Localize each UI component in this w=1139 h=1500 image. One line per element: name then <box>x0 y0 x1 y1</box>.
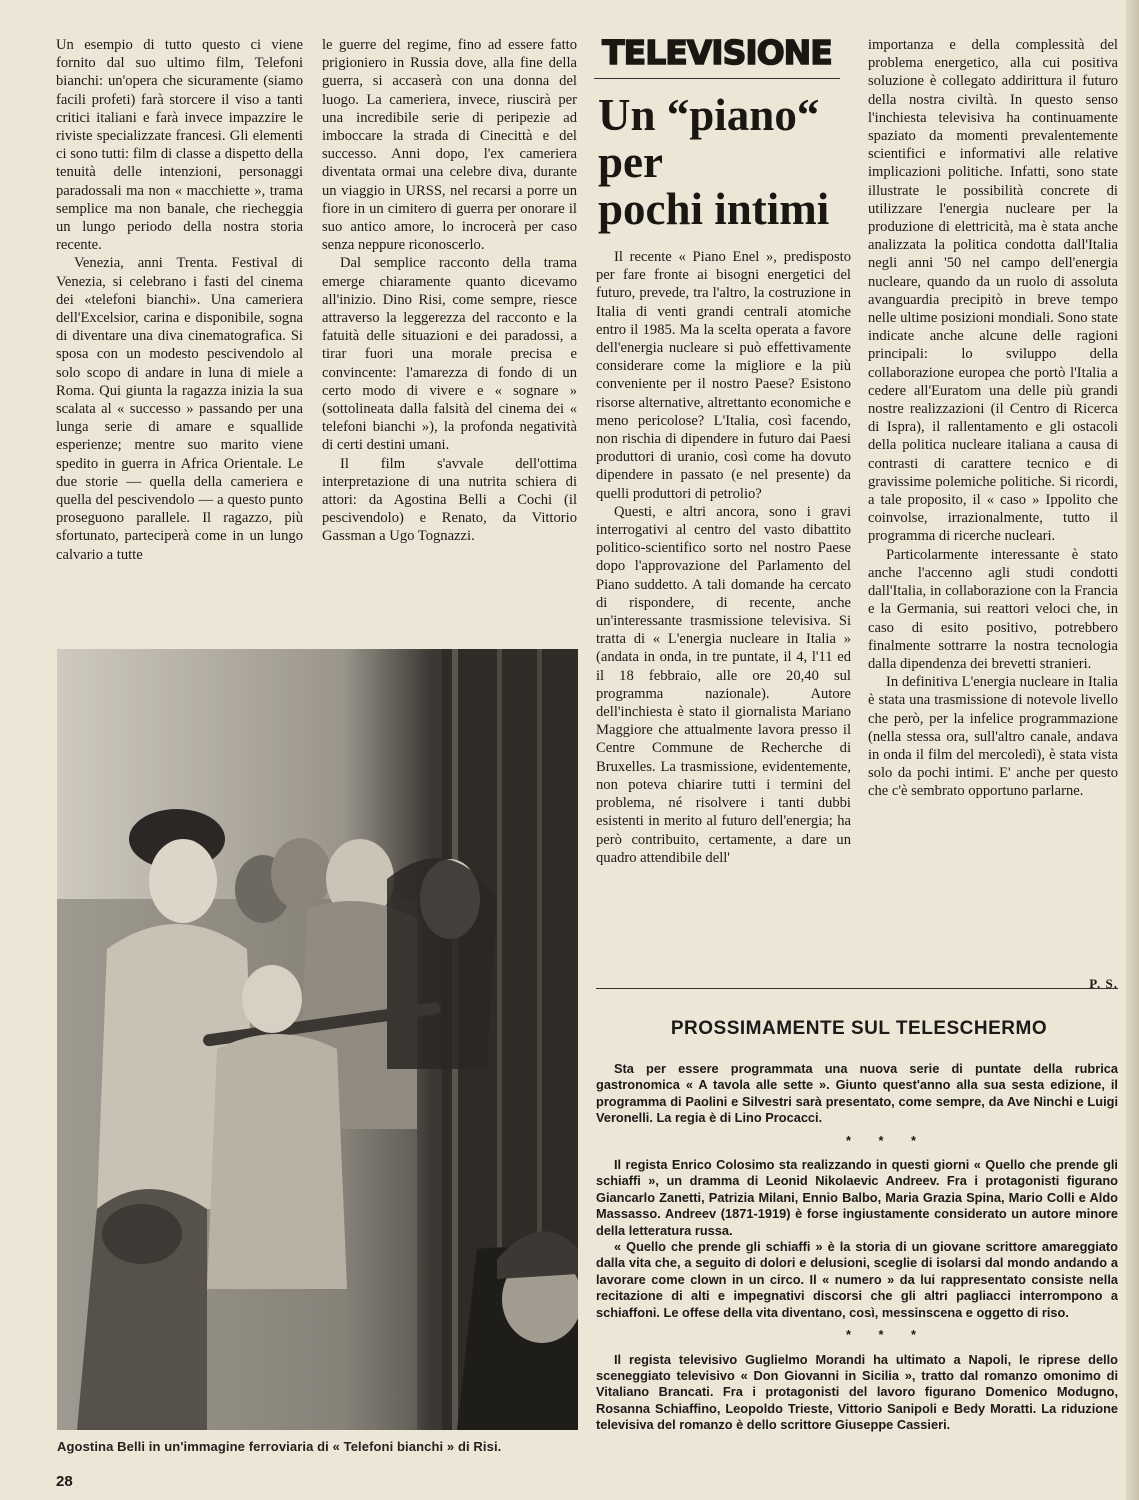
paragraph: importanza e della complessità del problema energetico, alla cui positiva soluzione è collegato addirittura il futuro della nostra civiltà. In questo senso l'inchiesta televisiva ha continuamente spaziato da momenti prevalentemente scientifici e informativi alle relative implicazioni politiche. Infatti, sono state illustrate le possibilità concrete di utilizzare l'energia nucleare per la produzione di elettricità, ma è stata anche analizzata la politica condotta dall'Italia negli anni '50 nel campo dell'energia nucleare, quando da un ruolo di assoluta avanguardia precipitò in breve tempo nelle ultime posizioni mondiali. Sono state indicate anche alcune delle ragioni principali: lo sviluppo della collaborazione europea che portò l'Italia a cedere all'Euratom una delle più grandi nostre realizzazioni (il Centro di Ricerca di Ispra), il rallentamento e gli ostacoli della politica nucleare italiana a causa di contrasti di carattere tecnico e di gravissime polemiche politiche. Si ricordi, a tale proposito, il « caso » Ippolito che coinvolse, irrazionalmente, tutto il programma di ricerche nucleari. <box>868 37 1118 545</box>
box-paragraph: « Quello che prende gli schiaffi » è la storia di un giovane scrittore amareggiato dalla vita che, a seguito di dolori e delusioni, sceglie di isolarsi dal mondo andando a lavorare come clown in un circo. Il « numero » da lui rappresentato consiste nella recitazione di alti e impegnativi discorsi che gli altri pagliacci interrompono a schiaffoni. Le offese della vita diventano, così, messinscena e oggetto di riso. <box>596 1239 1118 1320</box>
paragraph: Venezia, anni Trenta. Festival di Venezia, si celebrano i fasti del cinema dei «telefoni bianchi». Una cameriera dell'Excelsior, carina e disponibile, sogna di diventare una diva cinematografica. Si sposa con un modesto pescivendolo al solo scopo di andare in luna di miele a Roma. Qui giunta la ragazza inizia la sua scalata al « successo » passando per una lunga serie di amare e squallide esperienze; mentre suo marito viene spedito in guerra in Africa Orientale. Le due storie — quella della cameriera e quella del pescivendolo — a questo punto proseguono parallele. Il ragazzo, più sfortunato, parteciperà come in un lungo calvario a tutte <box>56 255 303 563</box>
paragraph: Questi, e altri ancora, sono i gravi interrogativi al centro del vasto dibattito politico-scientifico sorto nel nostro Paese dopo l'approvazione del Parlamento del Piano suddetto. A tali domande ha cercato di rispondere, di recente, anche un'interessante trasmissione televisiva. Si tratta di « L'energia nucleare in Italia » (andata in onda, in tre puntate, il 4, l'11 ed il 18 febbraio, alle ore 20,40 sul programma nazionale). Autore dell'inchiesta è stato il giornalista Mariano Maggiore che attualmente lavora presso il Centre Commune de Recherche di Bruxelles. La trasmissione, evidentemente, non poteva chiarire tutti i termini del problema, né risolvere i tanti dubbi esistenti in merito al futuro dell'energia; ha però contribuito, certamente, a dare un quadro attendibile dell' <box>596 503 851 866</box>
headline-line: per <box>598 137 663 187</box>
headline-line: Un “piano“ <box>598 90 820 140</box>
article-column-4 <box>868 36 1118 801</box>
box-paragraph: Sta per essere programmata una nuova serie di puntate della rubrica gastronomica « A tavola alle sette ». Giunto quest'anno alla sua sesta edizione, il programma di Paolini e Silvestri sarà presentato, come sempre, da Ave Ninchi e Luigi Veronelli. La regia è di Lino Procacci. <box>596 1061 1118 1126</box>
box-title: PROSSIMAMENTE SUL TELESCHERMO <box>670 1018 1048 1039</box>
headline-line: pochi intimi <box>598 184 830 234</box>
paragraph: Il recente « Piano Enel », predisposto per fare fronte ai bisogni energetici del futuro, prevede, tra l'altro, la costruzione in Italia di venti grandi centrali atomiche entro il 1985. Ma la scelta operata a favore dell'energia nucleare si può effettivamente considerare come la migliore e la più conveniente per il nostro Paese? Esistono risorse alternative, altrettanto economiche e meno pericolose? L'Italia, così facendo, non rischia di dipendere in futuro dai Paesi produttori di uranio, così come ha dovuto dipendere in passato (e nel presente) da quelli produttori di petrolio? <box>596 249 851 502</box>
page-number: 28 <box>56 1473 73 1490</box>
box-divider <box>596 988 1118 989</box>
article-column-2 <box>322 36 577 546</box>
article-column-1 <box>56 36 303 564</box>
headline <box>598 92 848 233</box>
author-signature: P. S. <box>1089 976 1118 991</box>
paragraph: Particolarmente interessante è stato anche l'accenno agli studi condotti dall'Italia, in collaborazione con la Francia e la Germania, sui reattori veloci che, in caso di esito positivo, potrebbero finalmente sottrarre la nostra tecnologia dalla dipendenza dei brevetti stranieri. <box>868 546 1118 672</box>
paragraph: Un esempio di tutto questo ci viene fornito dal suo ultimo film, Telefoni bianchi: un'opera che sicuramente (siamo facili profeti) farà storcere il viso a tanti critici italiani e farà invece impazzire le riviste specializzate francesi. Gli elementi ci sono tutti: film di classe a dispetto della tenuità delle intenzioni, personaggi paradossali ma non « macchiette », trama semplice ma non banale, che riecheggia un lungo periodo della nostra storia recente. <box>56 37 303 254</box>
section-label: TELEVISIONE <box>602 33 832 72</box>
section-divider <box>594 78 840 79</box>
upcoming-tv-box <box>596 1061 1118 1434</box>
article-column-3 <box>596 248 851 867</box>
photo-caption: Agostina Belli in un'immagine ferroviaria di « Telefoni bianchi » di Risi. <box>57 1439 502 1454</box>
separator-stars: * * * <box>845 1327 929 1343</box>
film-still-photo <box>57 649 578 1430</box>
paragraph: Il film s'avvale dell'ottima interpretazione di una nutrita schiera di attori: da Agostina Belli a Cochi (il pescivendolo) e Renato, da Vittorio Gassman a Ugo Tognazzi. <box>322 455 577 545</box>
box-paragraph: Il regista Enrico Colosimo sta realizzando in questi giorni « Quello che prende gli schiaffi », un dramma di Leonid Nikolaevic Andreev. Fra i protagonisti figurano Giancarlo Zanetti, Patrizia Milani, Ennio Balbo, Maria Grazia Spina, Mario Colli e Aldo Massasso. Andreev (1871-1919) è forse ingiustamente considerato un autore minore della letteratura russa. <box>596 1157 1118 1238</box>
separator-stars: * * * <box>845 1132 929 1148</box>
page-edge <box>1126 0 1139 1500</box>
photo-illustration <box>57 649 578 1430</box>
box-paragraph: Il regista televisivo Guglielmo Morandi ha ultimato a Napoli, le riprese dello sceneggiato televisivo « Don Giovanni in Sicilia », tratto dal romanzo omonimo di Vitaliano Brancati. Fra i protagonisti del lavoro figurano Domenico Modugno, Rosanna Schiaffino, Leopoldo Trieste, Vittorio Sanipoli e Bedy Moratti. La riduzione televisiva del romanzo è dello scrittore Giuseppe Cassieri. <box>596 1351 1118 1433</box>
paragraph: Dal semplice racconto della trama emerge chiaramente quanto dicevamo all'inizio. Dino Risi, come sempre, riesce attraverso la leggerezza del racconto e la fatuità delle situazioni e dei paradossi, a tirar fuori una morale precisa e convincente: l'amarezza di fondo di un certo modo di vivere e « sognare » (sottolineata dalla falsità del cinema dei « telefoni bianchi »), la profonda negatività di certi destini umani. <box>322 255 577 454</box>
paragraph: le guerre del regime, fino ad essere fatto prigioniero in Russia dove, alla fine della guerra, si accaserà con una donna del luogo. La cameriera, invece, riuscirà per una incredibile serie di peripezie ad imboccare la strada di Cinecittà e del successo. Anni dopo, l'ex cameriera diventata ormai una celebre diva, durante un viaggio in URSS, nel recarsi a porre un fiore in un cimitero di guerra per onorare il suo antico amore, lo incrocerà per caso senza neppure riconoscerlo. <box>322 37 577 254</box>
paragraph: In definitiva L'energia nucleare in Italia è stata una trasmissione di notevole livello che però, per la infelice programmazione (nella stessa ora, sull'altro canale, andava in onda il film del mercoledì), è stata vista solo da pochi intimi. E' anche per questo che c'è sembrato opportuno parlarne. <box>868 674 1118 800</box>
